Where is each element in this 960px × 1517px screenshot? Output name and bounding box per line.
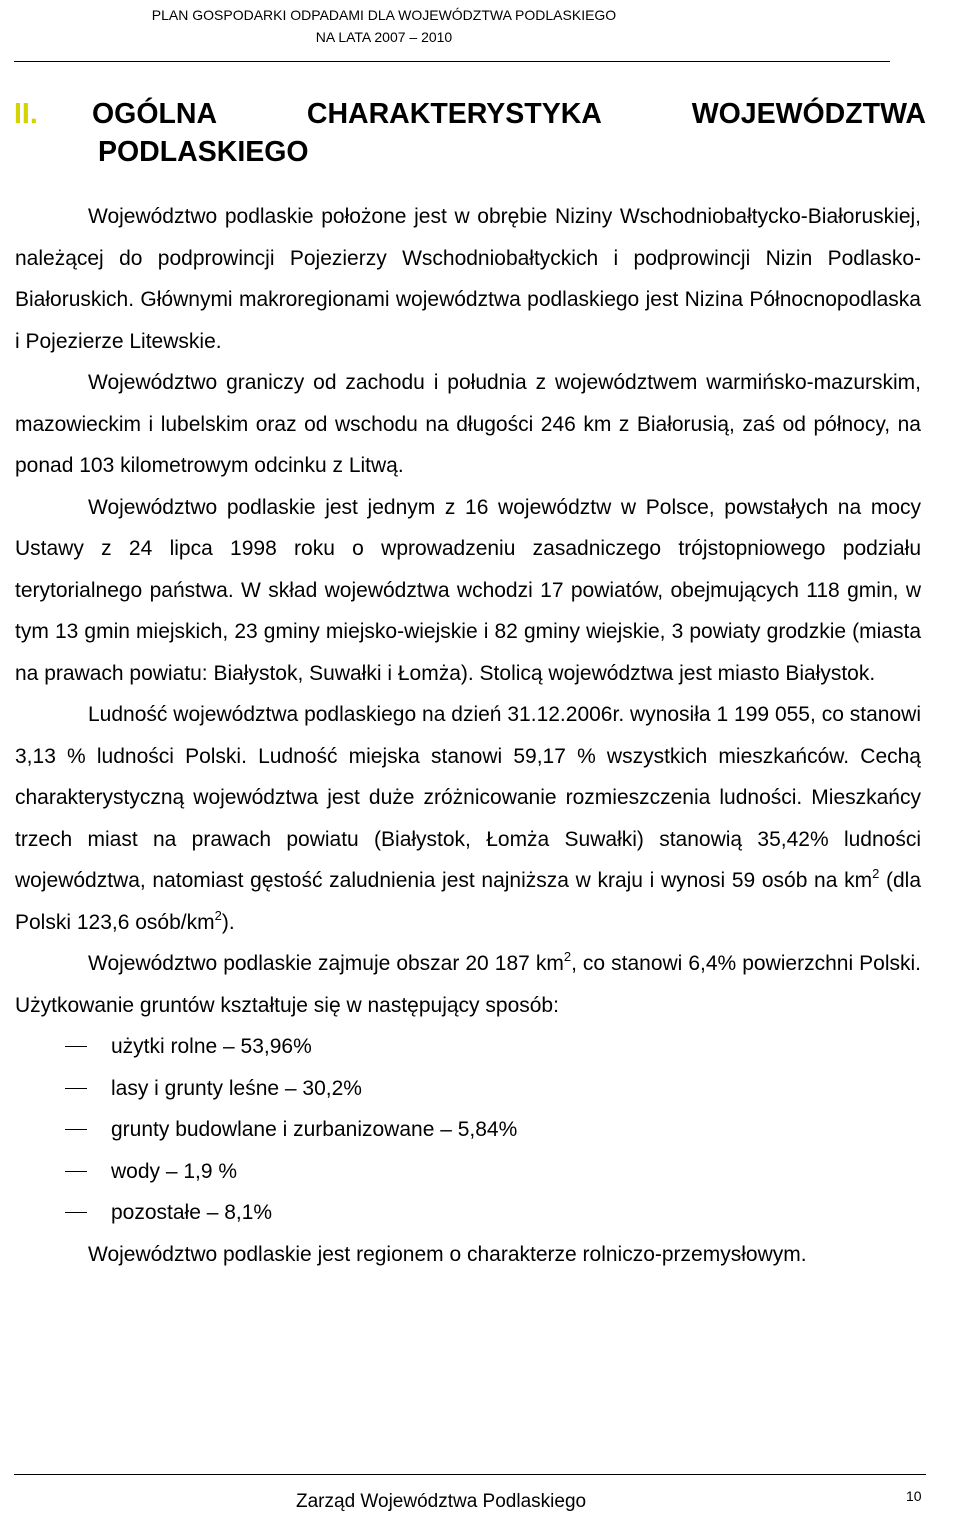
header-line-2: NA LATA 2007 – 2010 — [315, 29, 453, 45]
body-text — [15, 196, 921, 1275]
title-word-3: WOJEWÓDZTWA — [691, 98, 926, 130]
header-divider — [14, 61, 890, 62]
section-number: II. — [14, 98, 38, 130]
dash-bullet-icon — [65, 1088, 87, 1089]
list-item: grunty budowlane i zurbanizowane – 5,84% — [15, 1109, 921, 1151]
land-use-list — [15, 1026, 921, 1234]
list-item: lasy i grunty leśne – 30,2% — [15, 1068, 921, 1110]
paragraph-borders: Województwo graniczy od zachodu i południa z województwem warmińsko-mazurskim, mazowieckim i lubelskim oraz od wschodu na długości 246 km z Białorusią, zaś od północy, na ponad 103 kilometrowym odcinku z Litwą. — [15, 371, 921, 477]
title-word-1: OGÓLNA — [92, 98, 218, 130]
dash-bullet-icon — [65, 1212, 87, 1213]
dash-bullet-icon — [65, 1046, 87, 1047]
title-word-2: CHARAKTERYSTYKA — [306, 98, 602, 130]
paragraph-geography: Województwo podlaskie położone jest w obrębie Niziny Wschodniobałtycko-Białoruskiej, należącej do podprowincji Pojezierzy Wschodniobałtyckich i podprowincji Nizin Podlasko-Białoruskich. Głównymi makroregionami województwa podlaskiego jest Nizina Północnopodlaska i Pojezierze Litewskie. — [15, 205, 921, 353]
footer-divider — [14, 1474, 926, 1475]
list-item: pozostałe – 8,1% — [15, 1192, 921, 1234]
page-number: 10 — [906, 1488, 922, 1504]
dash-bullet-icon — [65, 1129, 87, 1130]
section-title — [14, 95, 926, 171]
page-header — [0, 4, 768, 48]
footer-text: Zarząd Województwa Podlaskiego — [296, 1491, 587, 1512]
header-line-1: PLAN GOSPODARKI ODPADAMI DLA WOJEWÓDZTWA PODLASKIEGO — [151, 7, 617, 23]
title-line-2: PODLASKIEGO — [98, 136, 309, 168]
list-item: wody – 1,9 % — [15, 1151, 921, 1193]
paragraph-area: Województwo podlaskie zajmuje obszar 20 187 $km^2$, co stanowi 6,4% powierzchni Polski. Użytkowanie gruntów kształtuje się w następujący sposób: — [15, 949, 921, 1017]
paragraph-administration: Województwo podlaskie jest jednym z 16 województw w Polsce, powstałych na mocy Ustawy z 24 lipca 1998 roku o wprowadzeniu zasadniczego trójstopniowego podziału terytorialnego państwa. W skład województwa wchodzi 17 powiatów, obejmujących 118 gmin, w tym 13 gmin miejskich, 23 gminy miejsko-wiejskie i 82 gminy wiejskie, 3 powiaty grodzkie (miasta na prawach powiatu: Białystok, Suwałki i Łomża). Stolicą województwa jest miasto Białystok. — [15, 495, 921, 685]
list-item: użytki rolne – 53,96% — [15, 1026, 921, 1068]
paragraph-economy: Województwo podlaskie jest regionem o charakterze rolniczo-przemysłowym. — [88, 1242, 807, 1266]
dash-bullet-icon — [65, 1171, 87, 1172]
paragraph-population: Ludność województwa podlaskiego na dzień 31.12.2006r. wynosiła 1 199 055, co stanowi 3,13 % ludności Polski. Ludność miejska stanowi 59,17 % wszystkich mieszkańców. Cechą charakterystyczną województwa jest duże zróżnicowanie rozmieszczenia ludności. Mieszkańcy trzech miast na prawach powiatu (Białystok, Łomża Suwałki) stanowią 35,42% ludności województwa, natomiast gęstość zaludnienia jest najniższa w kraju i wynosi 59 osób na $km^2$ (dla Polski 123,6 osób/$km^2$). — [15, 703, 921, 934]
